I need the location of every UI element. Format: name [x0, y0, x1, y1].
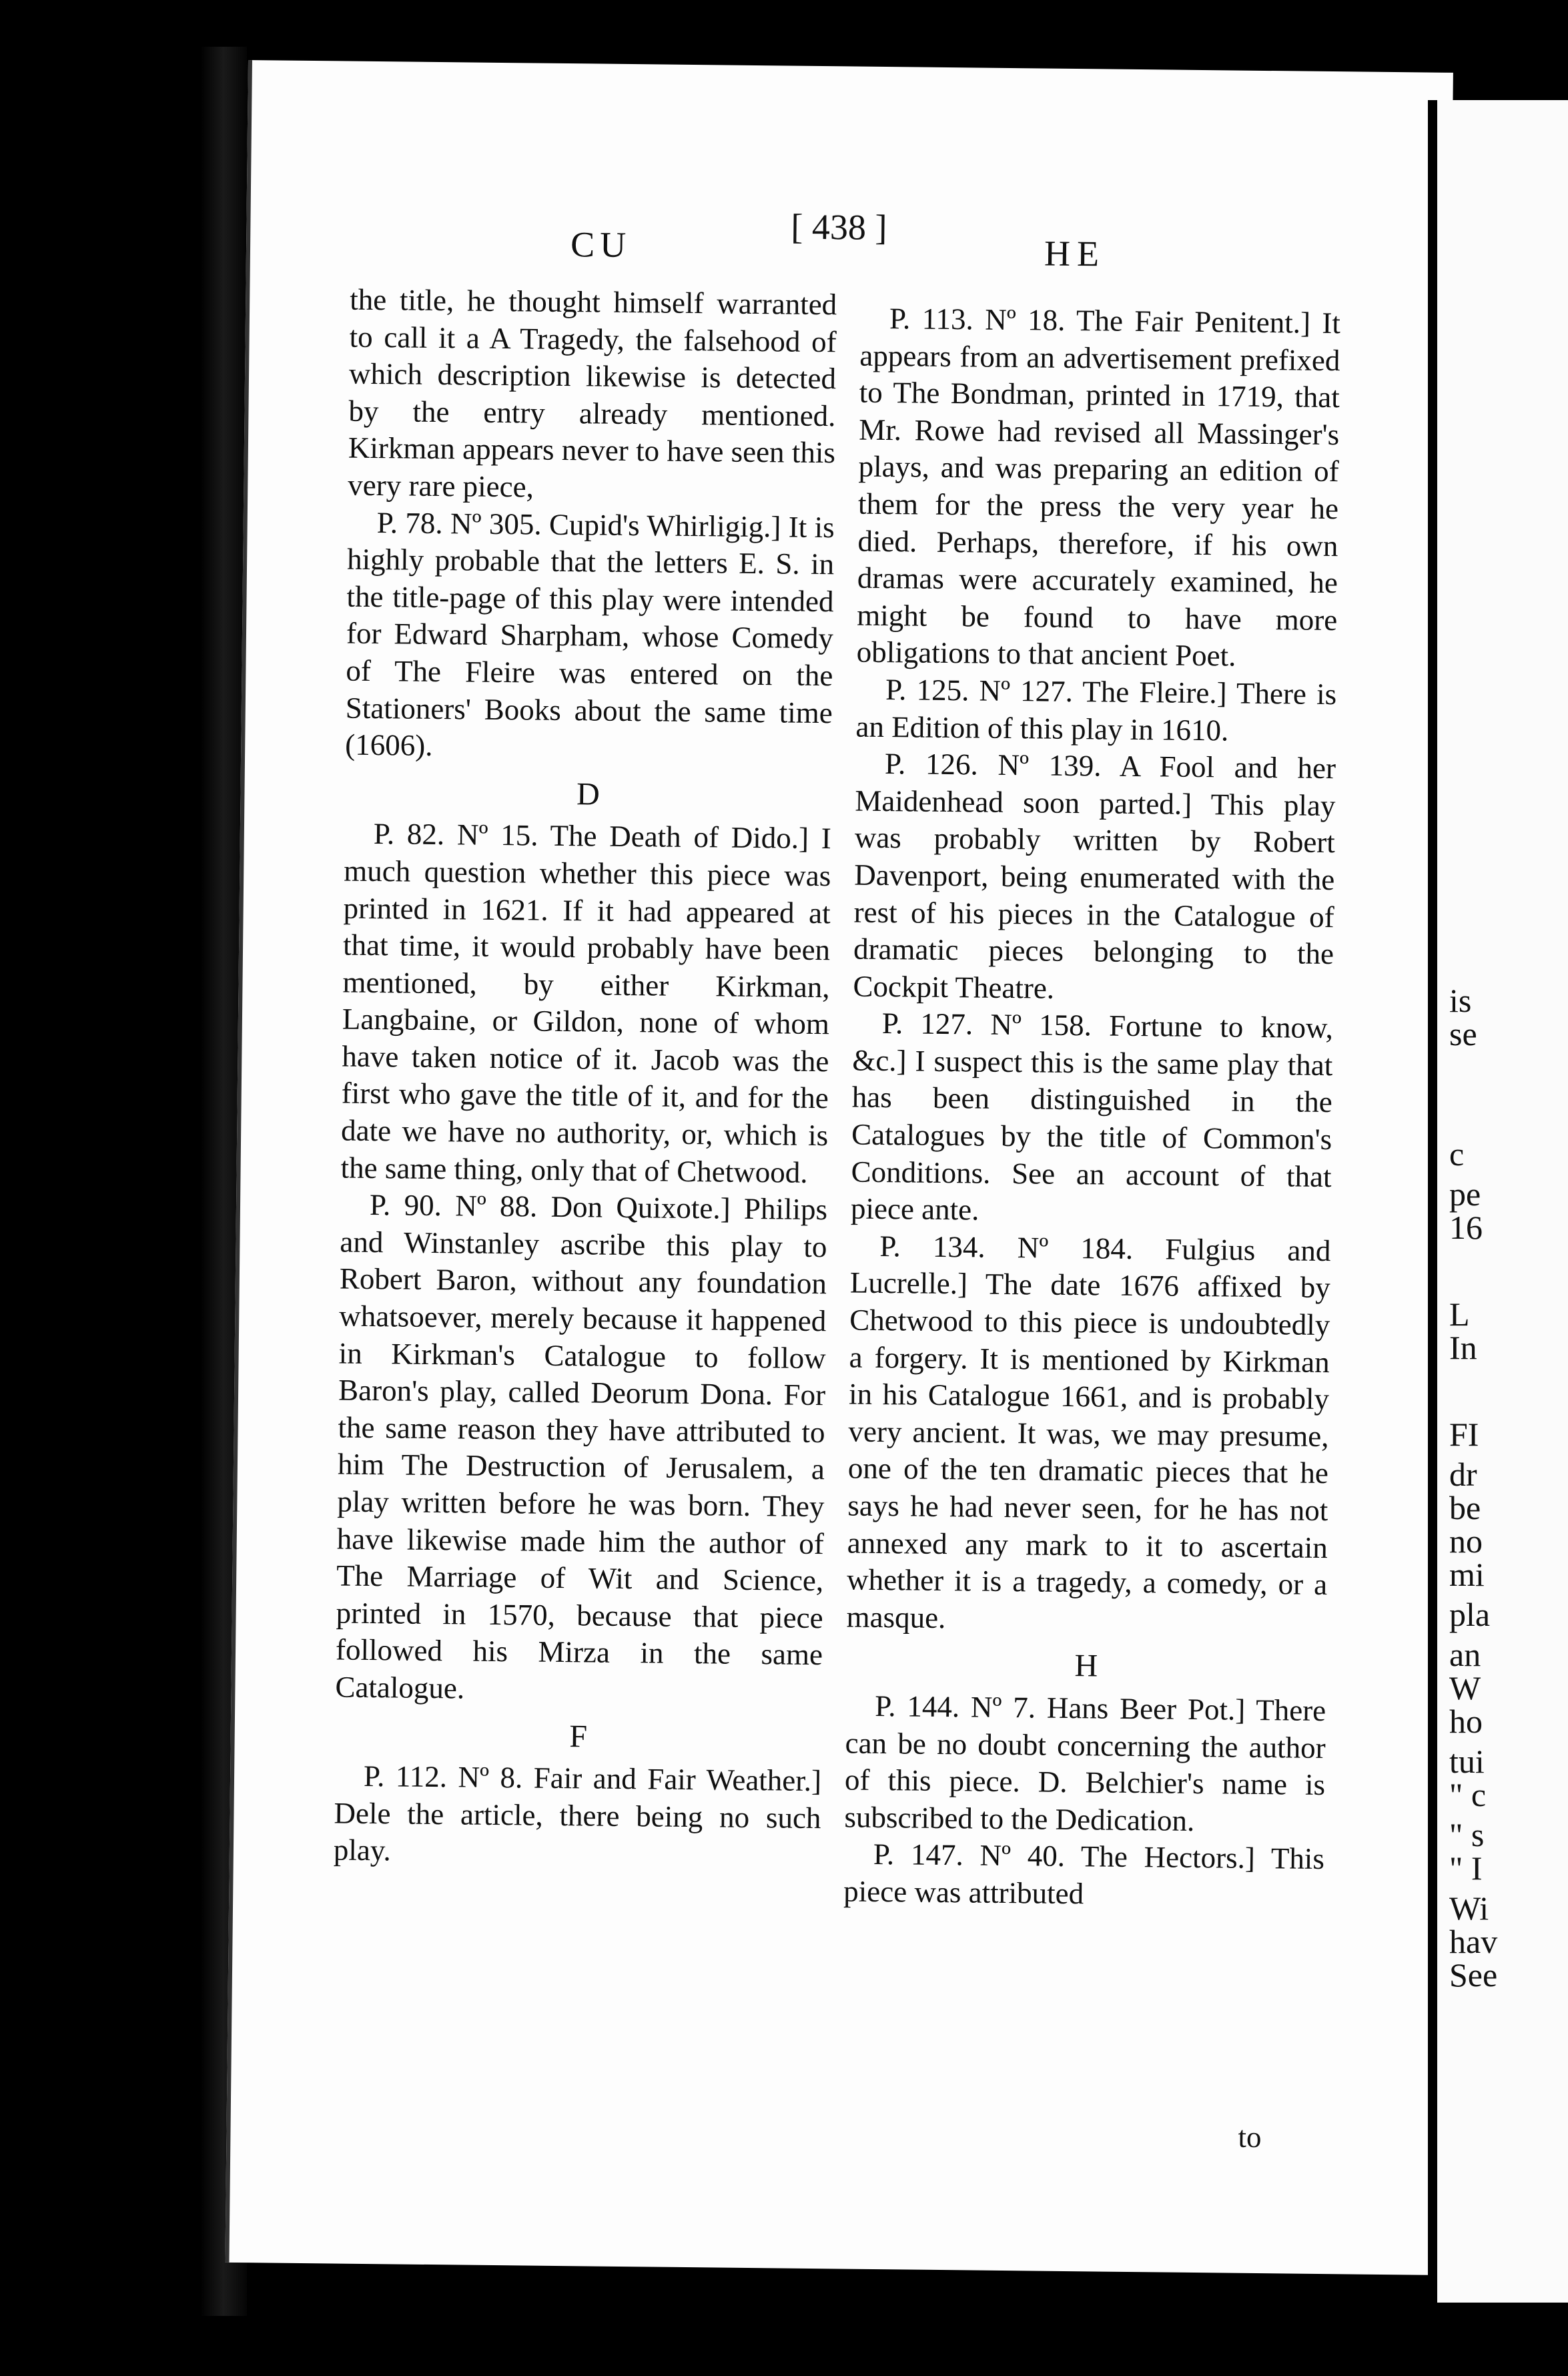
- right-running-head: HE: [1044, 233, 1106, 274]
- adjacent-page-fragment: an: [1449, 1636, 1481, 1673]
- section-heading: F: [569, 1718, 588, 1755]
- adjacent-page-fragment: W: [1449, 1669, 1481, 1707]
- paragraph: P. 144. Nº 7. Hans Beer Pot.] There can be no doubt concerning the author of this piece. D. Belchier's name is subscribed to the Dedication.: [844, 1689, 1326, 1837]
- section-heading: H: [1074, 1648, 1098, 1684]
- paragraph: P. 125. Nº 127. The Fleire.] There is an Edition of this play in 1610.: [855, 672, 1337, 747]
- adjacent-page-fragment: c: [1449, 1135, 1465, 1173]
- adjacent-page-fragment: pla: [1449, 1596, 1491, 1633]
- paragraph: P. 127. Nº 158. Fortune to know, &c.] I suspect this is the same play that has been distinguished in the Catalogues by the title of Common's Conditions. See an account of that piece ante.: [850, 1006, 1334, 1227]
- adjacent-page-fragment: be: [1449, 1489, 1481, 1526]
- adjacent-page-fragment: " c: [1449, 1776, 1487, 1813]
- paragraph: P. 147. Nº 40. The Hectors.] This piece was attributed: [843, 1837, 1325, 1911]
- paragraph: P. 90. Nº 88. Don Quixote.] Philips and Winstanley ascribe this play to Robert Baron, without any foundation whatsoever, merely because it happened in Kirkman's Catalogue to follow Baron's play, called Deorum Dona. For the same reason they have attributed to him The Destruction of Jerusalem, a play written before he was born. They have likewise made him the author of The Marriage of Wit and Science, printed in 1570, because that piece followed his Mirza in the same Catalogue.: [335, 1188, 828, 1705]
- adjacent-page-fragment: L: [1449, 1295, 1470, 1333]
- paragraph: P. 113. Nº 18. The Fair Penitent.] It appears from an advertisement prefixed to The Bondman, printed in 1719, that Mr. Rowe had revised all Massinger's plays, and was preparing an edition of them for the press the very year he died. Perhaps, therefore, if his own dramas were accurately examined, he might be found to have more obligations to that ancient Poet.: [856, 302, 1341, 673]
- adjacent-page-fragment: pe: [1449, 1175, 1481, 1213]
- paragraph: the title, he thought himself warranted to call it a A Tragedy, the falsehood of which description likewise is detected by the entry already mentioned. Kirkman appears never to have seen this very rare piece,: [348, 282, 837, 504]
- section-heading: D: [576, 776, 601, 812]
- adjacent-page-fragment: tui: [1449, 1743, 1485, 1780]
- adjacent-page-fragment: ho: [1449, 1703, 1483, 1740]
- adjacent-page-fragment: Wi: [1449, 1889, 1489, 1927]
- adjacent-page-fragment: See: [1449, 1956, 1498, 1994]
- adjacent-page-fragment: is: [1449, 982, 1472, 1019]
- adjacent-page-fragment: " s: [1449, 1816, 1485, 1853]
- adjacent-page-edge: [1428, 100, 1568, 2303]
- paragraph: P. 112. Nº 8. Fair and Fair Weather.] Dele the article, there being no such play.: [333, 1759, 822, 1867]
- adjacent-page-fragment: " I: [1449, 1849, 1483, 1887]
- paragraph: P. 134. Nº 184. Fulgius and Lucrelle.] The date 1676 affixed by Chetwood to this piece is undoubtedly a forgery. It is mentioned by Kirkman in his Catalogue 1661, and is probably very ancient. It was, we may presume, one of the ten dramatic pieces that he says he had never seen, for he has not annexed any mark to it to ascertain whether it is a tragedy, a comedy, or a masque.: [846, 1229, 1331, 1635]
- adjacent-page-fragment: FI: [1449, 1416, 1479, 1453]
- book-page: [225, 60, 1453, 2275]
- adjacent-page-fragment: mi: [1449, 1556, 1485, 1593]
- adjacent-page-fragment: 16: [1449, 1209, 1483, 1246]
- right-column: [843, 300, 1340, 1915]
- paragraph: P. 78. Nº 305. Cupid's Whirligig.] It is highly probable that the letters E. S. in the title-page of this play were intended for Edward Sharpham, whose Comedy of The Fleire was entered on the Stationers' Books about the same time (1606).: [345, 505, 835, 763]
- left-running-head: CU: [570, 224, 632, 266]
- adjacent-page-fragment: se: [1449, 1015, 1477, 1053]
- adjacent-page-fragment: no: [1449, 1522, 1483, 1560]
- adjacent-page-fragment: dr: [1449, 1456, 1477, 1493]
- adjacent-page-fragment: hav: [1449, 1923, 1498, 1960]
- paragraph: P. 82. Nº 15. The Death of Dido.] I much question whether this piece was printed in 1621. If it had appeared at that time, it would probably have been mentioned, by either Kirkman, Langbaine, or Gildon, none of whom have taken notice of it. Jacob was the first who gave the title of it, and for the date we have no authority, or, which is the same thing, only that of Chetwood.: [340, 817, 832, 1189]
- running-header: [250, 200, 1452, 274]
- paragraph: P. 126. Nº 139. A Fool and her Maidenhead soon parted.] This play was probably written by Robert Davenport, being enumerated with the rest of his pieces in the Catalogue of dramatic pieces belonging to the Cockpit Theatre.: [853, 747, 1336, 1005]
- page-number: [ 438 ]: [791, 206, 887, 248]
- catchword: to: [1238, 2120, 1262, 2154]
- left-column: [334, 282, 837, 1874]
- adjacent-page-fragment: In: [1449, 1329, 1477, 1366]
